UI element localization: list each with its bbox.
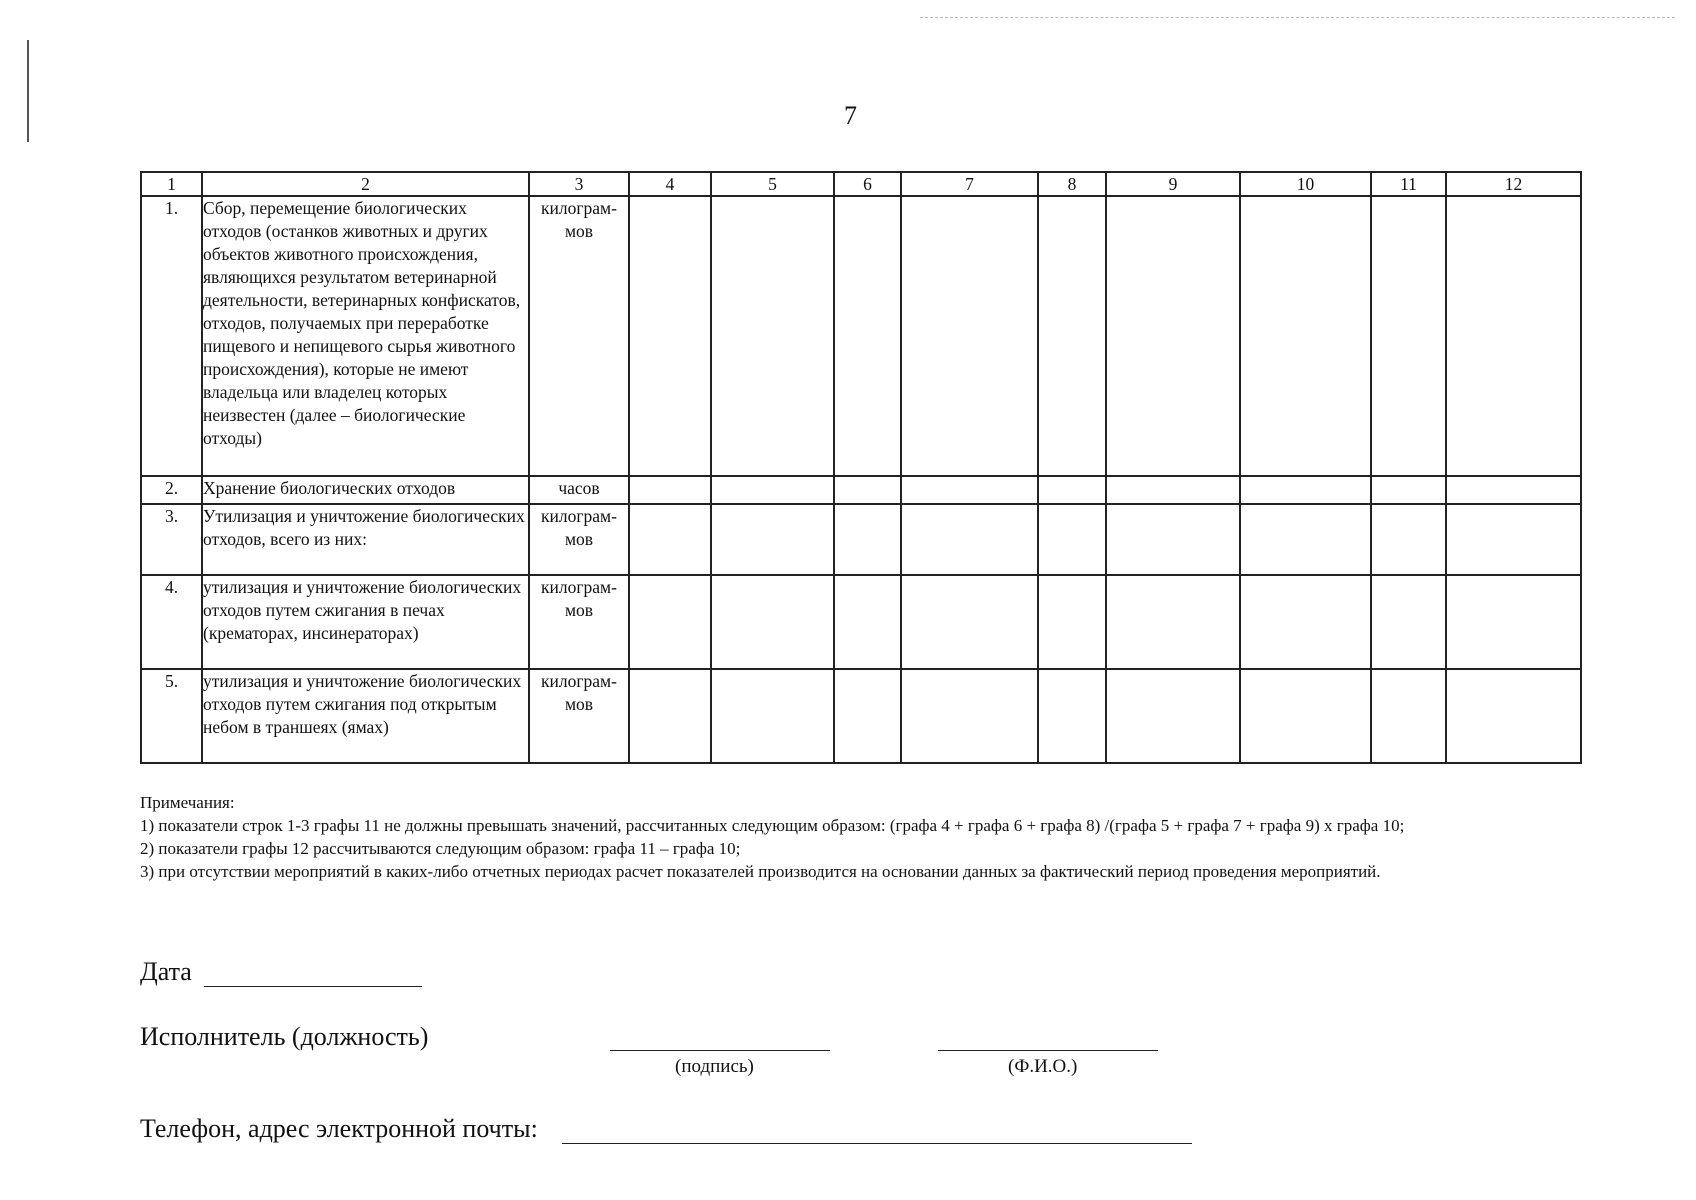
date-label: Дата — [140, 957, 192, 986]
column-header: 1 — [141, 172, 202, 196]
data-cell[interactable] — [711, 476, 834, 504]
row-unit: килограм-мов — [529, 196, 629, 476]
data-cell[interactable] — [1240, 575, 1371, 669]
column-header: 2 — [202, 172, 529, 196]
row-number: 4. — [141, 575, 202, 669]
data-cell[interactable] — [834, 575, 901, 669]
header-row — [141, 172, 1581, 196]
executor-label: Исполнитель (должность) — [140, 1022, 429, 1051]
row-description: Сбор, перемещение биологических отходов (останков животных и других объектов животного происхождения, являющихся результатом ветеринарной деятельности, ветеринарных конфискатов, отходов, получаемых при переработке пищевого и непищевого сырья животного происхождения), которые не имеют владельца или владелец которых неизвестен (далее – биологические отходы) — [202, 196, 529, 476]
row-unit: часов — [529, 476, 629, 504]
data-cell[interactable] — [901, 476, 1038, 504]
column-header: 11 — [1371, 172, 1446, 196]
table-row — [141, 575, 1581, 669]
notes-title: Примечания: — [140, 793, 235, 812]
data-cell[interactable] — [1106, 504, 1240, 575]
note-item: 2) показатели графы 12 рассчитываются следующим образом: графа 11 – графа 10; — [140, 839, 741, 858]
data-cell[interactable] — [711, 196, 834, 476]
row-number: 3. — [141, 504, 202, 575]
data-cell[interactable] — [834, 476, 901, 504]
note-item: 3) при отсутствии мероприятий в каких-либо отчетных периодах расчет показателей производится на основании данных за фактический период проведения мероприятий. — [140, 862, 1381, 881]
data-cell[interactable] — [1038, 476, 1106, 504]
report-table — [140, 171, 1582, 764]
column-header: 10 — [1240, 172, 1371, 196]
row-unit: килограм-мов — [529, 575, 629, 669]
column-header: 3 — [529, 172, 629, 196]
column-header: 7 — [901, 172, 1038, 196]
column-header: 6 — [834, 172, 901, 196]
data-cell[interactable] — [1371, 196, 1446, 476]
left-margin-mark — [27, 40, 29, 142]
data-cell[interactable] — [901, 504, 1038, 575]
column-header: 4 — [629, 172, 711, 196]
row-description: утилизация и уничтожение биологических отходов путем сжигания в печах (крематорах, инсинераторах) — [202, 575, 529, 669]
data-cell[interactable] — [1446, 476, 1581, 504]
data-cell[interactable] — [834, 669, 901, 763]
data-cell[interactable] — [834, 504, 901, 575]
contact-field[interactable] — [562, 1116, 1192, 1144]
data-cell[interactable] — [629, 476, 711, 504]
data-cell[interactable] — [1106, 575, 1240, 669]
data-cell[interactable] — [629, 575, 711, 669]
data-cell[interactable] — [629, 196, 711, 476]
data-cell[interactable] — [1240, 669, 1371, 763]
column-header: 12 — [1446, 172, 1581, 196]
data-cell[interactable] — [1371, 575, 1446, 669]
row-number: 5. — [141, 669, 202, 763]
table-row — [141, 196, 1581, 476]
signature-caption: (подпись) — [675, 1056, 754, 1077]
data-cell[interactable] — [1371, 476, 1446, 504]
data-cell[interactable] — [1240, 476, 1371, 504]
data-cell[interactable] — [629, 504, 711, 575]
row-unit: килограм-мов — [529, 504, 629, 575]
table-row — [141, 504, 1581, 575]
data-cell[interactable] — [711, 504, 834, 575]
data-cell[interactable] — [901, 669, 1038, 763]
name-caption: (Ф.И.О.) — [1008, 1056, 1078, 1077]
data-cell[interactable] — [711, 575, 834, 669]
data-cell[interactable] — [1371, 669, 1446, 763]
data-cell[interactable] — [711, 669, 834, 763]
page-number: 7 — [844, 101, 857, 130]
data-cell[interactable] — [1106, 669, 1240, 763]
data-cell[interactable] — [1446, 196, 1581, 476]
top-rule — [920, 17, 1675, 18]
column-header: 8 — [1038, 172, 1106, 196]
data-cell[interactable] — [901, 575, 1038, 669]
note-item: 1) показатели строк 1-3 графы 11 не должны превышать значений, рассчитанных следующим образом: (графа 4 + графа 6 + графа 8) /(графа 5 + графа 7 + графа 9) x графа 10; — [140, 816, 1405, 835]
data-cell[interactable] — [1106, 476, 1240, 504]
column-header: 5 — [711, 172, 834, 196]
row-number: 2. — [141, 476, 202, 504]
data-cell[interactable] — [1446, 575, 1581, 669]
data-cell[interactable] — [1106, 196, 1240, 476]
data-cell[interactable] — [1038, 504, 1106, 575]
row-description: утилизация и уничтожение биологических отходов путем сжигания под открытым небом в траншеях (ямах) — [202, 669, 529, 763]
name-field[interactable] — [938, 1020, 1158, 1051]
data-cell[interactable] — [1038, 196, 1106, 476]
data-cell[interactable] — [1446, 504, 1581, 575]
row-description: Утилизация и уничтожение биологических отходов, всего из них: — [202, 504, 529, 575]
table-row — [141, 669, 1581, 763]
data-cell[interactable] — [629, 669, 711, 763]
table-row — [141, 476, 1581, 504]
data-cell[interactable] — [1038, 669, 1106, 763]
data-cell[interactable] — [1240, 196, 1371, 476]
row-description: Хранение биологических отходов — [202, 476, 529, 504]
data-cell[interactable] — [1240, 504, 1371, 575]
contact-label: Телефон, адрес электронной почты: — [140, 1114, 538, 1143]
data-cell[interactable] — [1371, 504, 1446, 575]
date-field[interactable] — [204, 958, 422, 987]
data-cell[interactable] — [901, 196, 1038, 476]
data-cell[interactable] — [834, 196, 901, 476]
column-header: 9 — [1106, 172, 1240, 196]
notes-section — [140, 791, 1580, 883]
data-cell[interactable] — [1038, 575, 1106, 669]
signature-field[interactable] — [610, 1020, 830, 1051]
row-number: 1. — [141, 196, 202, 476]
row-unit: килограм-мов — [529, 669, 629, 763]
data-cell[interactable] — [1446, 669, 1581, 763]
